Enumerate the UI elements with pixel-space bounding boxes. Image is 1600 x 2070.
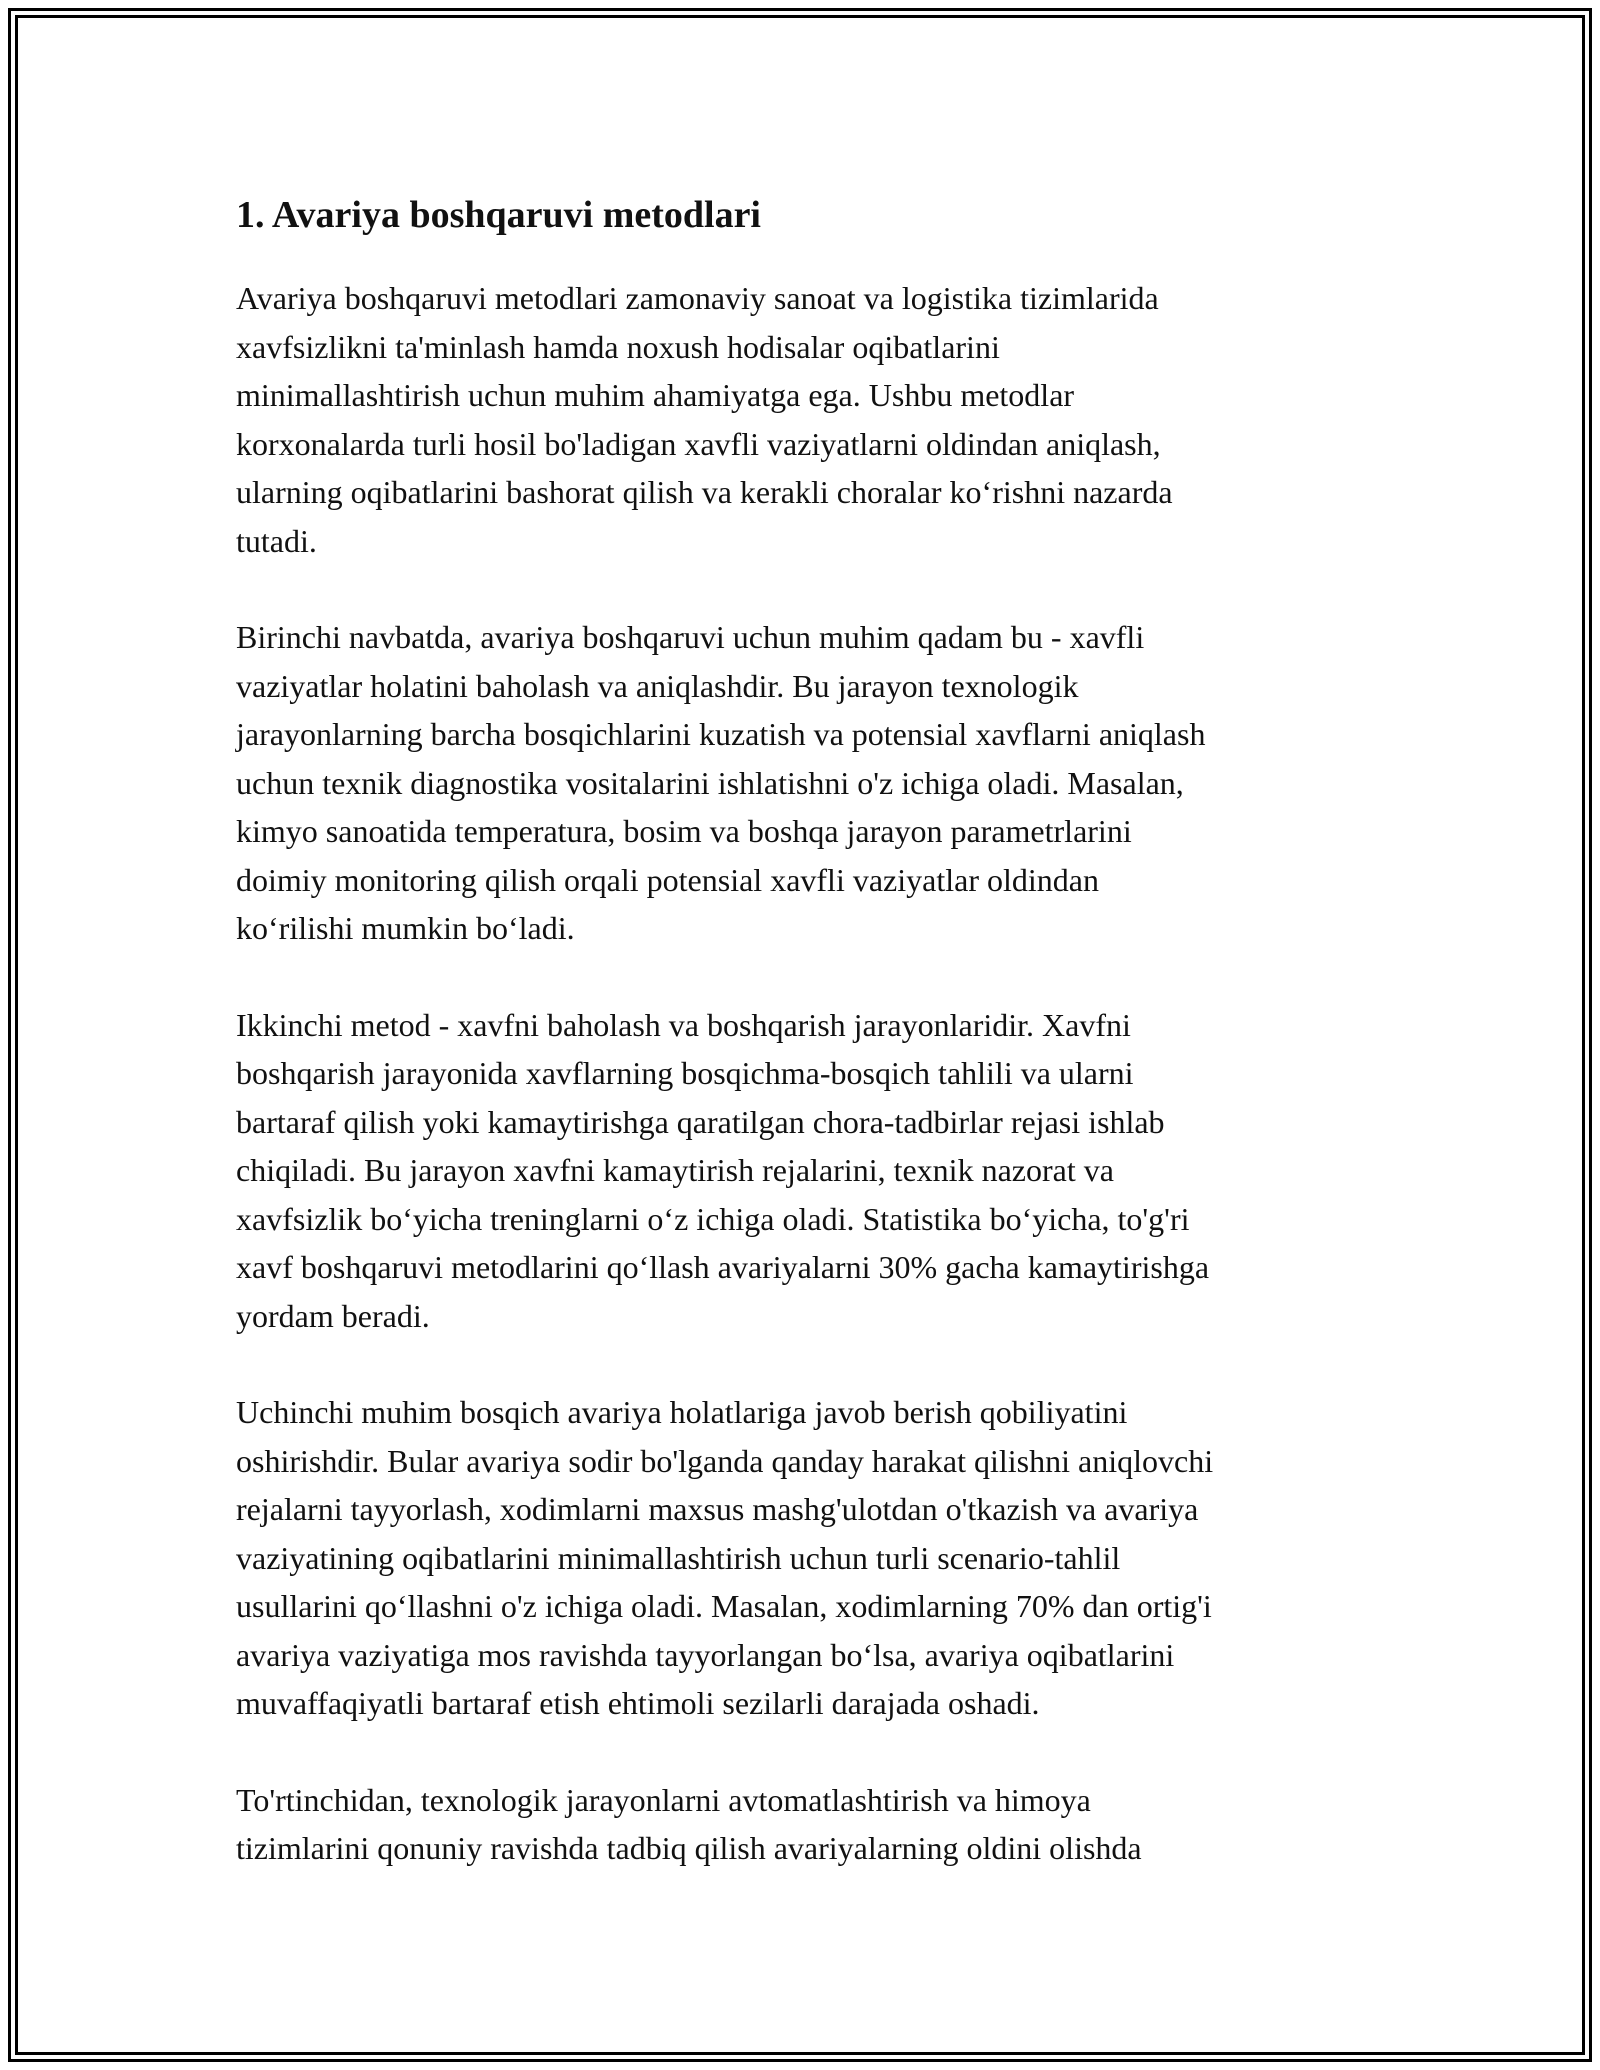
- paragraph-line: xavf boshqaruvi metodlarini qoʻllash avariyalarni 30% gacha kamaytirishga: [236, 1249, 1210, 1285]
- paragraph-line: muvaffaqiyatli bartaraf etish ehtimoli sezilarli darajada oshadi.: [236, 1685, 1040, 1721]
- paragraph-line: rejalarni tayyorlash, xodimlarni maxsus mashg'ulotdan o'tkazish va avariya: [236, 1491, 1199, 1527]
- section-heading: 1. Avariya boshqaruvi metodlari: [236, 194, 761, 236]
- paragraph-line: vaziyatlar holatini baholash va aniqlashdir. Bu jarayon texnologik: [236, 667, 1079, 704]
- paragraph-line: Birinchi navbatda, avariya boshqaruvi uchun muhim qadam bu - xavfli: [236, 619, 1145, 655]
- paragraph-line: tizimlarini qonuniy ravishda tadbiq qilish avariyalarning oldini olishda: [236, 1830, 1142, 1866]
- paragraph-line: oshirishdir. Bular avariya sodir bo'lganda qanday harakat qilishni aniqlovchi: [236, 1442, 1214, 1479]
- paragraph-line: boshqarish jarayonida xavflarning bosqichma-bosqich tahlili va ularni: [236, 1055, 1134, 1091]
- paragraph-line: To'rtinchidan, texnologik jarayonlarni avtomatlashtirish va himoya: [236, 1781, 1091, 1818]
- paragraph-line: korxonalarda turli hosil bo'ladigan xavfli vaziyatlarni oldindan aniqlash,: [236, 425, 1161, 462]
- paragraph-line: chiqiladi. Bu jarayon xavfni kamaytirish rejalarini, texnik nazorat va: [236, 1152, 1114, 1188]
- paragraph-line: yordam beradi.: [236, 1297, 430, 1334]
- paragraph-line: minimallashtirish uchun muhim ahamiyatga ega. Ushbu metodlar: [236, 377, 1075, 413]
- paragraph-line: vaziyatining oqibatlarini minimallashtirish uchun turli scenario-tahlil: [236, 1539, 1121, 1576]
- paragraph-line: Uchinchi muhim bosqich avariya holatlariga javob berish qobiliyatini: [236, 1394, 1128, 1430]
- paragraph-third-stage: [236, 1388, 1366, 1728]
- paragraph-line: koʻrilishi mumkin boʻladi.: [236, 910, 575, 946]
- paragraph-line: uchun texnik diagnostika vositalarini ishlatishni o'z ichiga oladi. Masalan,: [236, 764, 1184, 801]
- paragraph-line: kimyo sanoatida temperatura, bosim va boshqa jarayon parametrlarini: [236, 813, 1132, 849]
- paragraph-line: xavfsizlik boʻyicha treninglarni oʻz ichiga oladi. Statistika boʻyicha, to'g'ri: [236, 1200, 1190, 1237]
- paragraph-line: bartaraf qilish yoki kamaytirishga qaratilgan chora-tadbirlar rejasi ishlab: [236, 1103, 1165, 1140]
- paragraph-line: xavfsizlikni ta'minlash hamda noxush hodisalar oqibatlarini: [236, 328, 1000, 365]
- paragraph-fourth-point: [236, 1776, 1366, 1873]
- document-body: [236, 180, 1366, 1921]
- paragraph-line: tutadi.: [236, 522, 317, 559]
- paragraph-line: jarayonlarning barcha bosqichlarini kuzatish va potensial xavflarni aniqlash: [236, 716, 1206, 752]
- paragraph-second-method: [236, 1001, 1366, 1341]
- paragraph-line: Avariya boshqaruvi metodlari zamonaviy sanoat va logistika tizimlarida: [236, 280, 1159, 316]
- paragraph-line: avariya vaziyatiga mos ravishda tayyorlangan boʻlsa, avariya oqibatlarini: [236, 1636, 1175, 1673]
- paragraph-line: usullarini qoʻllashni o'z ichiga oladi. Masalan, xodimlarning 70% dan ortig'i: [236, 1588, 1212, 1624]
- paragraph-first-method: [236, 613, 1366, 953]
- paragraph-line: doimiy monitoring qilish orqali potensial xavfli vaziyatlar oldindan: [236, 861, 1099, 898]
- paragraph-line: Ikkinchi metod - xavfni baholash va boshqarish jarayonlaridir. Xavfni: [236, 1006, 1131, 1043]
- paragraph-intro: [236, 274, 1366, 565]
- paragraph-line: ularning oqibatlarini bashorat qilish va kerakli choralar koʻrishni nazarda: [236, 474, 1173, 510]
